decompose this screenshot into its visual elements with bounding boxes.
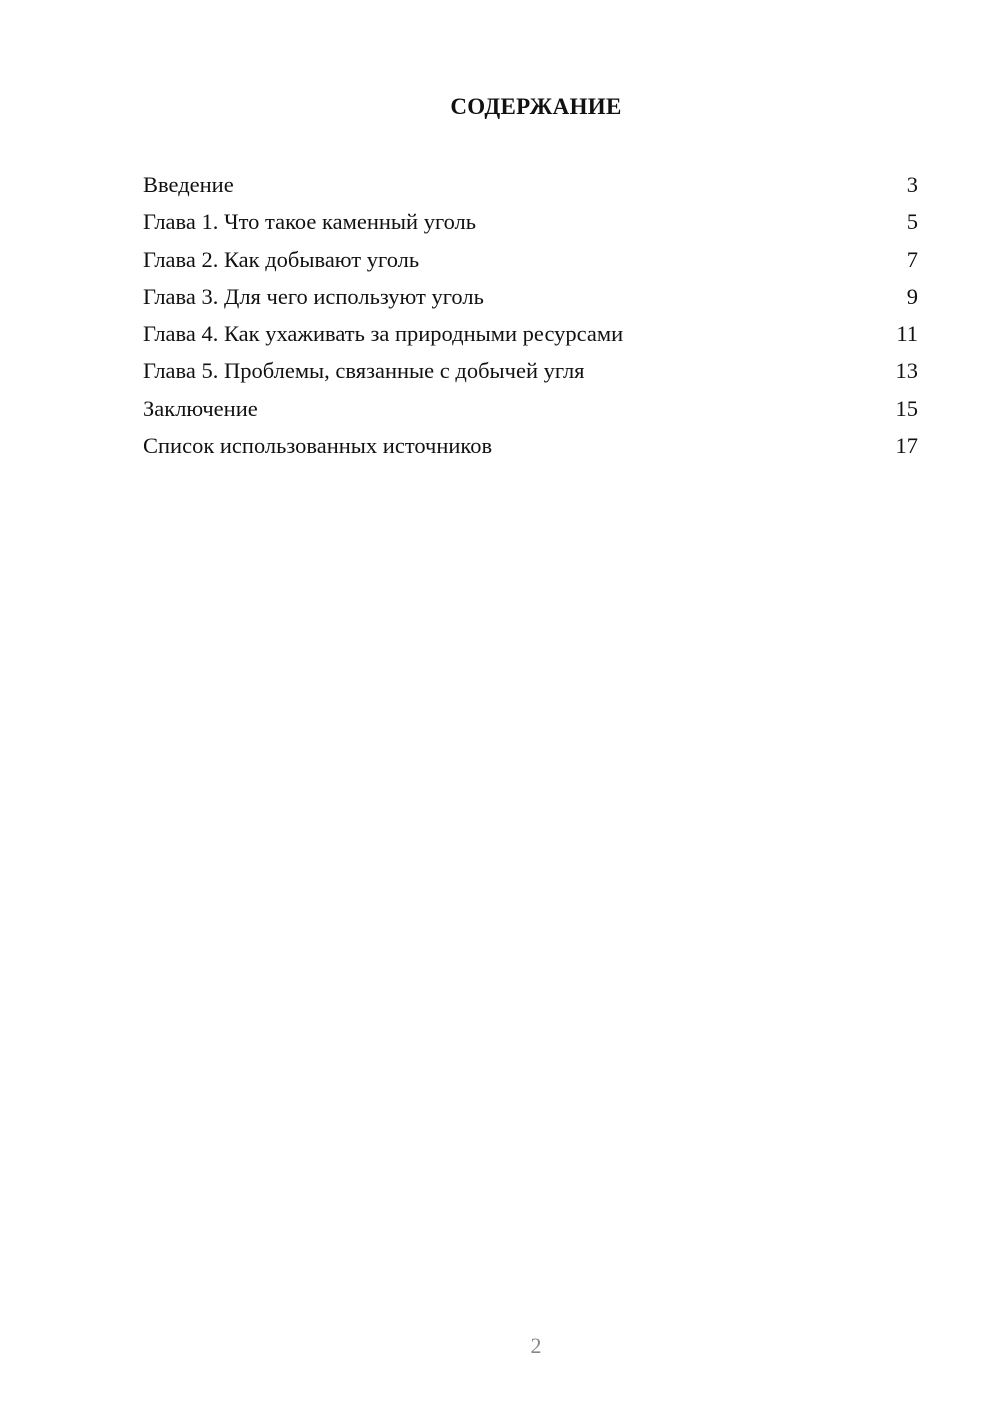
toc-entry-page: 15 — [895, 395, 918, 421]
toc-entry-label: Глава 1. Что такое каменный уголь — [143, 209, 477, 235]
toc-entry-page: 7 — [906, 246, 918, 272]
page-number: 2 — [530, 1333, 542, 1358]
toc-entry-label: Заключение — [143, 395, 258, 421]
toc-entry-label: Глава 3. Для чего используют уголь — [143, 283, 484, 309]
toc-entry — [143, 315, 918, 352]
toc-entry — [143, 390, 918, 427]
toc-entry — [143, 278, 918, 315]
toc-entry-page: 3 — [906, 172, 918, 197]
toc-entry-page: 11 — [896, 321, 918, 347]
toc-entry — [143, 352, 918, 389]
toc-entry — [143, 166, 918, 203]
toc-entry — [143, 203, 918, 240]
toc-entry-page: 17 — [895, 433, 918, 459]
toc-entry-label: Глава 5. Проблемы, связанные с добычей угля — [143, 358, 585, 384]
toc-entry-label: Глава 4. Как ухаживать за природными ресурсами — [143, 321, 624, 347]
toc-entry-page: 5 — [906, 209, 918, 235]
toc-entry-label: Введение — [143, 172, 234, 197]
toc-entry-label: Список использованных источников — [143, 433, 493, 459]
table-of-contents — [143, 166, 918, 464]
toc-entry-page: 9 — [906, 283, 918, 309]
toc-entry — [143, 241, 918, 278]
page-title: СОДЕРЖАНИЕ — [450, 94, 622, 119]
toc-entry-label: Глава 2. Как добывают уголь — [143, 246, 420, 272]
toc-entry — [143, 427, 918, 464]
toc-entry-page: 13 — [895, 358, 918, 384]
